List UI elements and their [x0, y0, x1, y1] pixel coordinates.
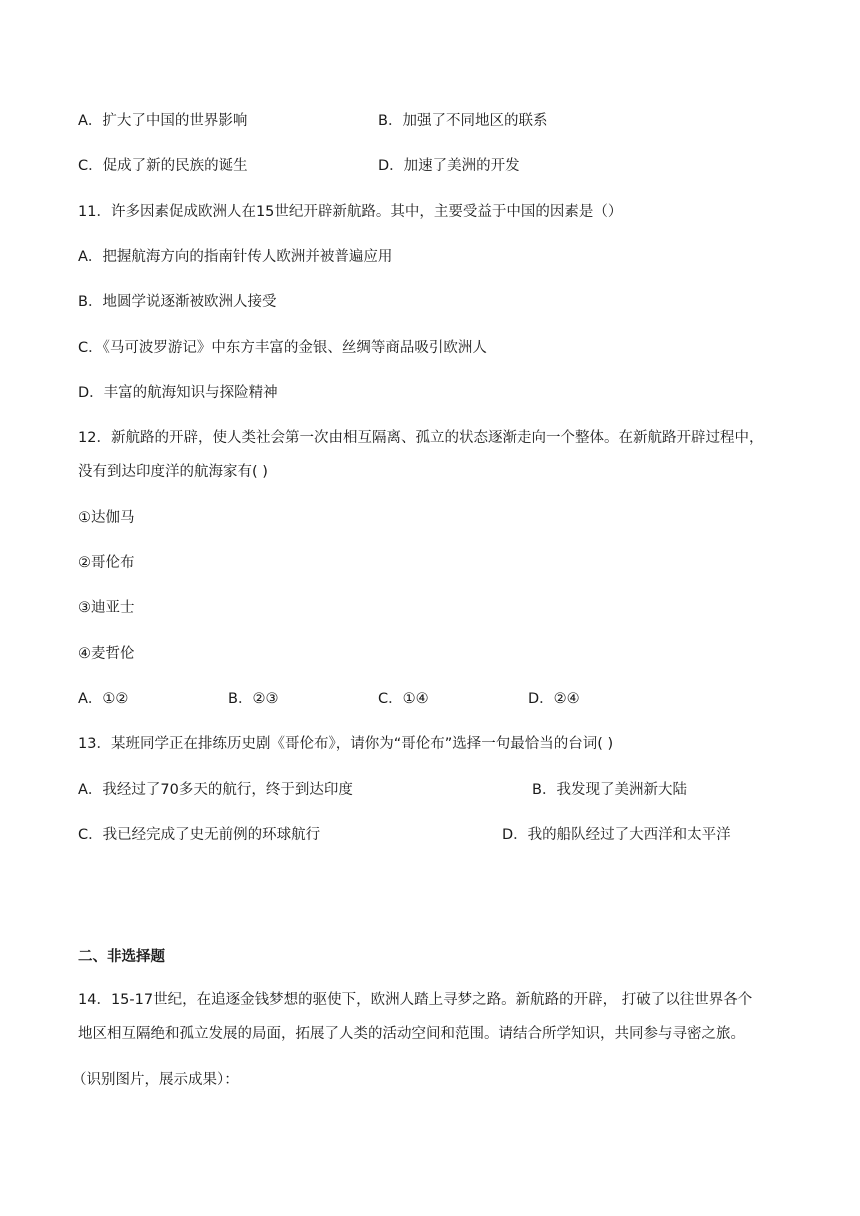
q14-line2: 地区相互隔绝和孤立发展的局面，拓展了人类的活动空间和范围。请结合所学知识，共同参与寻密之旅。 — [78, 1026, 745, 1042]
q10-option-d: D．加速了美洲的开发 — [378, 158, 520, 174]
q13-option-d: D．我的船队经过了大西洋和太平洋 — [502, 827, 731, 843]
q11-option-c: C．《马可波罗游记》中东方丰富的金银、丝绸等商品吸引欧洲人 — [78, 340, 487, 356]
q12-option-c: C．①④ — [378, 691, 429, 707]
q11-stem: 11．许多因素促成欧洲人在15世纪开辟新航路。其中，主要受益于中国的因素是（） — [78, 204, 623, 220]
q13-option-b: B．我发现了美洲新大陆 — [532, 782, 687, 798]
section-title: 二、非选择题 — [78, 949, 165, 965]
q14-line1: 14．15-17世纪，在追逐金钱梦想的驱使下，欧洲人踏上寻梦之路。新航路的开辟， 打破了以往世界各个 — [78, 992, 753, 1008]
q12-stem-line1: 12．新航路的开辟，使人类社会第一次由相互隔离、孤立的状态逐渐走向一个整体。在新航路开辟过程中， — [78, 430, 764, 446]
q10-option-a: A．扩大了中国的世界影响 — [78, 113, 248, 129]
q12-option-b: B．②③ — [228, 691, 279, 707]
q11-option-b: B．地圆学说逐渐被欧洲人接受 — [78, 294, 277, 310]
q12-item-1: ①达伽马 — [78, 510, 135, 526]
q11-option-d: D．丰富的航海知识与探险精神 — [78, 385, 278, 401]
q12-item-4: ④麦哲伦 — [78, 646, 135, 662]
q14-line3: （识别图片，展示成果）： — [72, 1072, 239, 1088]
q11-option-a: A．把握航海方向的指南针传人欧洲并被普遍应用 — [78, 249, 393, 265]
q12-option-a: A．①② — [78, 691, 129, 707]
q10-option-c: C．促成了新的民族的诞生 — [78, 158, 248, 174]
q12-item-2: ②哥伦布 — [78, 555, 135, 571]
q12-option-d: D．②④ — [528, 691, 580, 707]
q12-item-3: ③迪亚士 — [78, 600, 135, 616]
q13-stem: 13．某班同学正在排练历史剧《哥伦布》，请你为“哥伦布”选择一句最恰当的台词( ) — [78, 736, 614, 752]
q12-stem-line2: 没有到达印度洋的航海家有( ) — [78, 464, 268, 480]
q13-option-c: C．我已经完成了史无前例的环球航行 — [78, 827, 321, 843]
q13-option-a: A．我经过了70多天的航行，终于到达印度 — [78, 782, 353, 798]
q10-option-b: B．加强了不同地区的联系 — [378, 113, 548, 129]
